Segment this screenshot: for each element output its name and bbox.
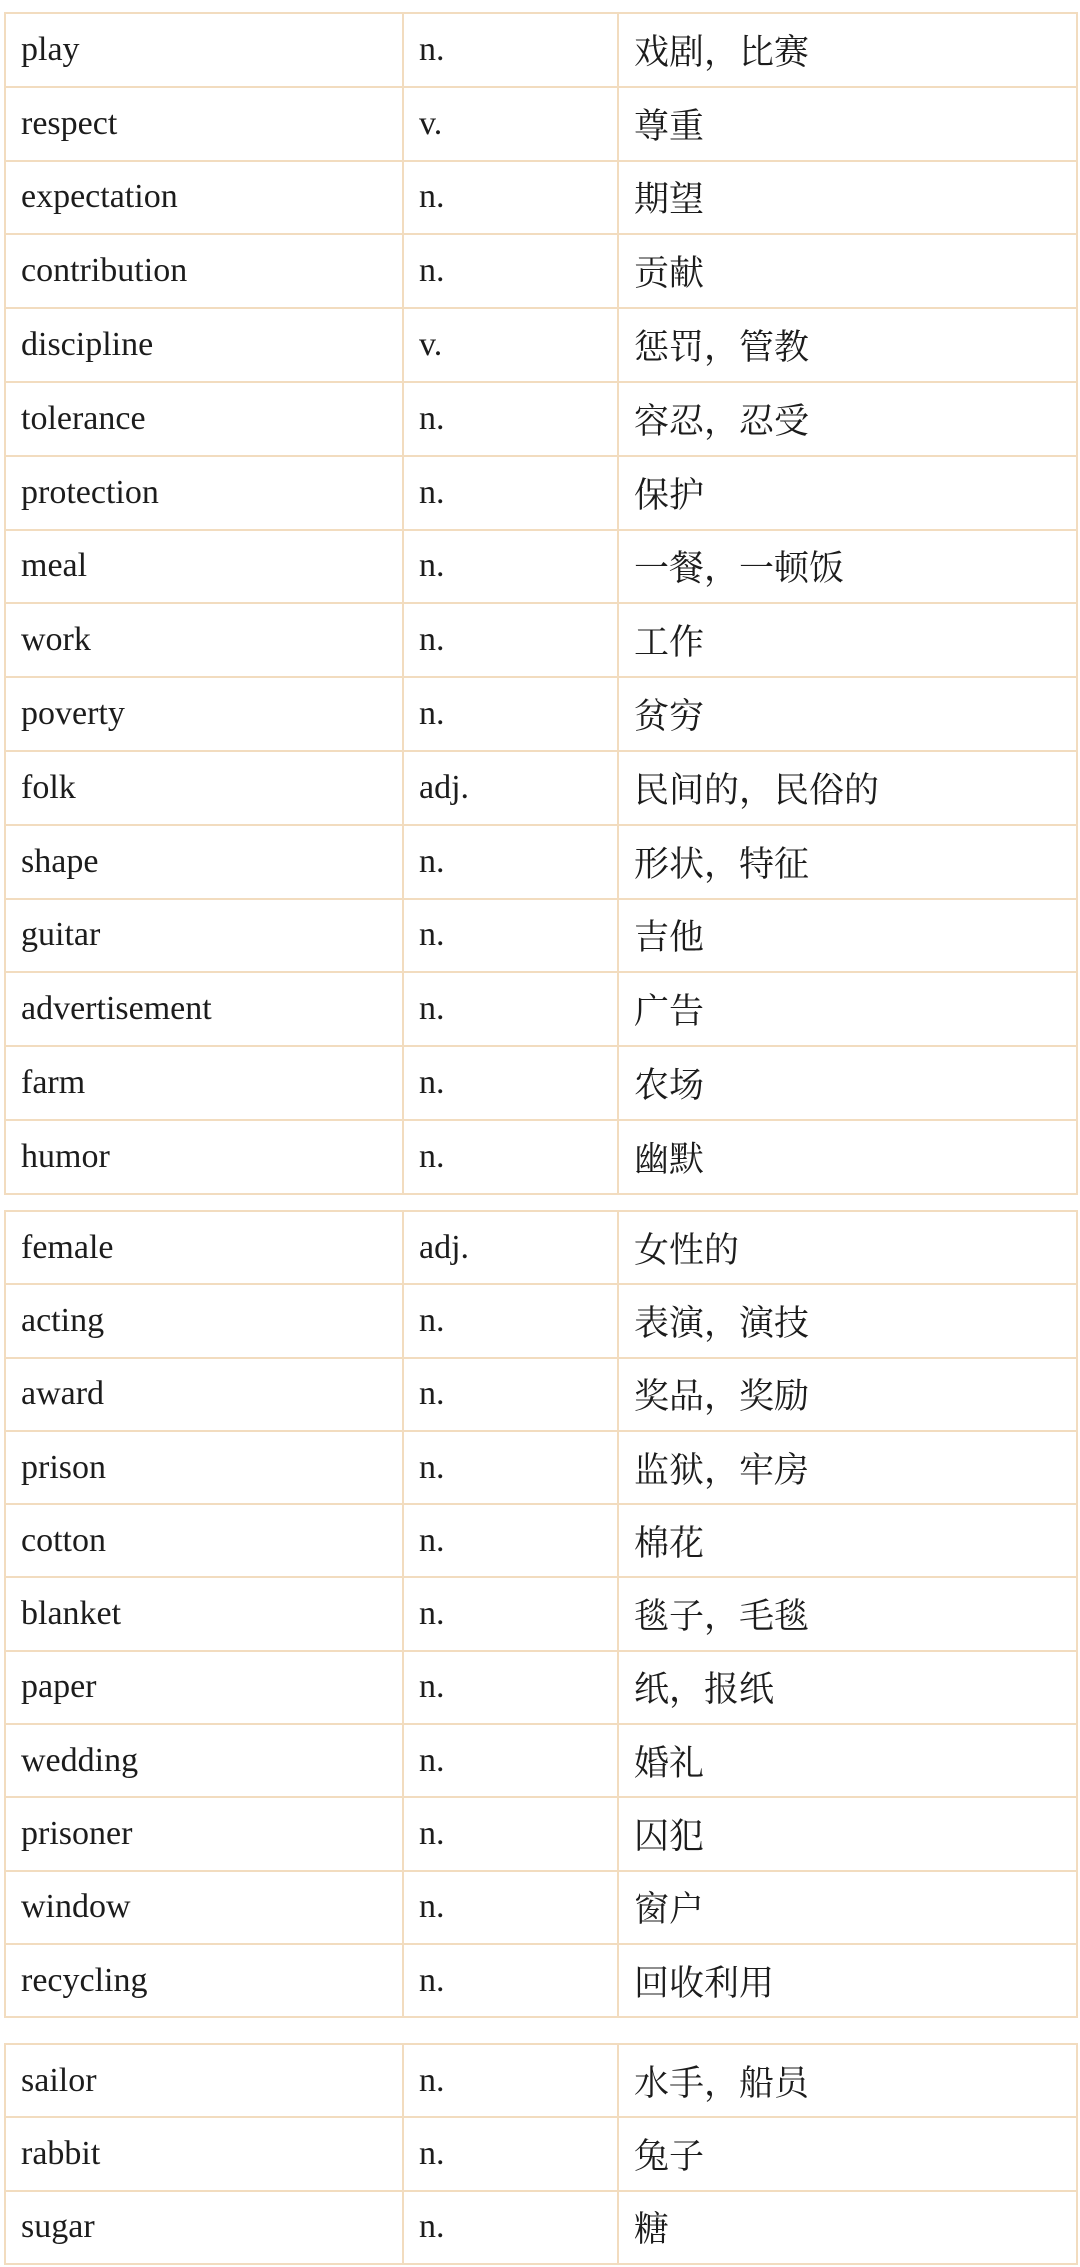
table-row xyxy=(5,2117,1077,2190)
table-row xyxy=(5,382,1077,456)
table-row xyxy=(5,87,1077,161)
part-of-speech-cell: n. xyxy=(403,1944,618,2017)
meaning-cell: 窗户 xyxy=(618,1871,1077,1944)
table-row xyxy=(5,234,1077,308)
part-of-speech-cell: n. xyxy=(403,1504,618,1577)
meaning-cell: 婚礼 xyxy=(618,1724,1077,1797)
meaning-cell: 贫穷 xyxy=(618,677,1077,751)
word-cell: recycling xyxy=(5,1944,403,2017)
part-of-speech-cell: n. xyxy=(403,1046,618,1120)
word-cell: tolerance xyxy=(5,382,403,456)
meaning-cell: 兔子 xyxy=(618,2117,1077,2190)
table-row xyxy=(5,161,1077,235)
meaning-cell: 回收利用 xyxy=(618,1944,1077,2017)
word-cell: wedding xyxy=(5,1724,403,1797)
word-cell: contribution xyxy=(5,234,403,308)
table-row xyxy=(5,2191,1077,2264)
table-row xyxy=(5,1577,1077,1650)
part-of-speech-cell: n. xyxy=(403,2191,618,2264)
table-row xyxy=(5,1046,1077,1120)
part-of-speech-cell: n. xyxy=(403,1724,618,1797)
word-cell: poverty xyxy=(5,677,403,751)
meaning-cell: 吉他 xyxy=(618,899,1077,973)
part-of-speech-cell: n. xyxy=(403,1120,618,1194)
meaning-cell: 幽默 xyxy=(618,1120,1077,1194)
meaning-cell: 期望 xyxy=(618,161,1077,235)
word-cell: female xyxy=(5,1211,403,1284)
word-cell: farm xyxy=(5,1046,403,1120)
part-of-speech-cell: n. xyxy=(403,899,618,973)
part-of-speech-cell: n. xyxy=(403,1871,618,1944)
table-row xyxy=(5,1211,1077,1284)
word-cell: blanket xyxy=(5,1577,403,1650)
vocab-table-top xyxy=(4,12,1078,1195)
word-cell: rabbit xyxy=(5,2117,403,2190)
part-of-speech-cell: n. xyxy=(403,2044,618,2117)
vocab-table-body xyxy=(5,1211,1077,2017)
meaning-cell: 奖品，奖励 xyxy=(618,1358,1077,1431)
word-cell: cotton xyxy=(5,1504,403,1577)
meaning-cell: 民间的，民俗的 xyxy=(618,751,1077,825)
meaning-cell: 一餐，一顿饭 xyxy=(618,530,1077,604)
part-of-speech-cell: adj. xyxy=(403,751,618,825)
part-of-speech-cell: n. xyxy=(403,1284,618,1357)
meaning-cell: 毯子，毛毯 xyxy=(618,1577,1077,1650)
table-row xyxy=(5,1724,1077,1797)
meaning-cell: 表演，演技 xyxy=(618,1284,1077,1357)
meaning-cell: 容忍，忍受 xyxy=(618,382,1077,456)
word-cell: shape xyxy=(5,825,403,899)
word-cell: work xyxy=(5,603,403,677)
meaning-cell: 监狱，牢房 xyxy=(618,1431,1077,1504)
meaning-cell: 戏剧，比赛 xyxy=(618,13,1077,87)
word-cell: sailor xyxy=(5,2044,403,2117)
table-row xyxy=(5,1358,1077,1431)
vocab-table-body xyxy=(5,2044,1077,2264)
part-of-speech-cell: n. xyxy=(403,825,618,899)
part-of-speech-cell: n. xyxy=(403,1358,618,1431)
vocab-table-bottom xyxy=(4,2043,1078,2265)
part-of-speech-cell: v. xyxy=(403,308,618,382)
word-cell: prisoner xyxy=(5,1797,403,1870)
word-cell: humor xyxy=(5,1120,403,1194)
meaning-cell: 农场 xyxy=(618,1046,1077,1120)
meaning-cell: 棉花 xyxy=(618,1504,1077,1577)
meaning-cell: 贡献 xyxy=(618,234,1077,308)
table-row xyxy=(5,1120,1077,1194)
table-row xyxy=(5,1797,1077,1870)
word-cell: acting xyxy=(5,1284,403,1357)
table-row xyxy=(5,2044,1077,2117)
word-cell: expectation xyxy=(5,161,403,235)
part-of-speech-cell: n. xyxy=(403,1577,618,1650)
part-of-speech-cell: n. xyxy=(403,13,618,87)
table-row xyxy=(5,308,1077,382)
vocab-table-body xyxy=(5,13,1077,1194)
part-of-speech-cell: v. xyxy=(403,87,618,161)
meaning-cell: 女性的 xyxy=(618,1211,1077,1284)
meaning-cell: 保护 xyxy=(618,456,1077,530)
meaning-cell: 囚犯 xyxy=(618,1797,1077,1870)
part-of-speech-cell: n. xyxy=(403,456,618,530)
table-row xyxy=(5,530,1077,604)
part-of-speech-cell: n. xyxy=(403,603,618,677)
part-of-speech-cell: n. xyxy=(403,2117,618,2190)
meaning-cell: 广告 xyxy=(618,972,1077,1046)
meaning-cell: 纸，报纸 xyxy=(618,1651,1077,1724)
word-cell: guitar xyxy=(5,899,403,973)
part-of-speech-cell: n. xyxy=(403,1431,618,1504)
meaning-cell: 工作 xyxy=(618,603,1077,677)
word-cell: meal xyxy=(5,530,403,604)
word-cell: window xyxy=(5,1871,403,1944)
meaning-cell: 水手，船员 xyxy=(618,2044,1077,2117)
part-of-speech-cell: n. xyxy=(403,677,618,751)
table-row xyxy=(5,1504,1077,1577)
word-cell: protection xyxy=(5,456,403,530)
table-row xyxy=(5,972,1077,1046)
part-of-speech-cell: n. xyxy=(403,972,618,1046)
part-of-speech-cell: n. xyxy=(403,1651,618,1724)
word-cell: paper xyxy=(5,1651,403,1724)
table-row xyxy=(5,1431,1077,1504)
word-cell: play xyxy=(5,13,403,87)
table-row xyxy=(5,1871,1077,1944)
meaning-cell: 尊重 xyxy=(618,87,1077,161)
part-of-speech-cell: n. xyxy=(403,234,618,308)
part-of-speech-cell: n. xyxy=(403,382,618,456)
word-cell: respect xyxy=(5,87,403,161)
table-row xyxy=(5,825,1077,899)
table-row xyxy=(5,603,1077,677)
part-of-speech-cell: n. xyxy=(403,161,618,235)
vocab-table-middle xyxy=(4,1210,1078,2018)
table-row xyxy=(5,677,1077,751)
meaning-cell: 糖 xyxy=(618,2191,1077,2264)
word-cell: award xyxy=(5,1358,403,1431)
word-cell: sugar xyxy=(5,2191,403,2264)
meaning-cell: 形状，特征 xyxy=(618,825,1077,899)
table-row xyxy=(5,1944,1077,2017)
meaning-cell: 惩罚，管教 xyxy=(618,308,1077,382)
word-cell: advertisement xyxy=(5,972,403,1046)
table-row xyxy=(5,751,1077,825)
table-row xyxy=(5,456,1077,530)
table-row xyxy=(5,13,1077,87)
table-row xyxy=(5,1651,1077,1724)
word-cell: prison xyxy=(5,1431,403,1504)
word-cell: discipline xyxy=(5,308,403,382)
part-of-speech-cell: adj. xyxy=(403,1211,618,1284)
table-row xyxy=(5,899,1077,973)
table-row xyxy=(5,1284,1077,1357)
part-of-speech-cell: n. xyxy=(403,1797,618,1870)
part-of-speech-cell: n. xyxy=(403,530,618,604)
word-cell: folk xyxy=(5,751,403,825)
